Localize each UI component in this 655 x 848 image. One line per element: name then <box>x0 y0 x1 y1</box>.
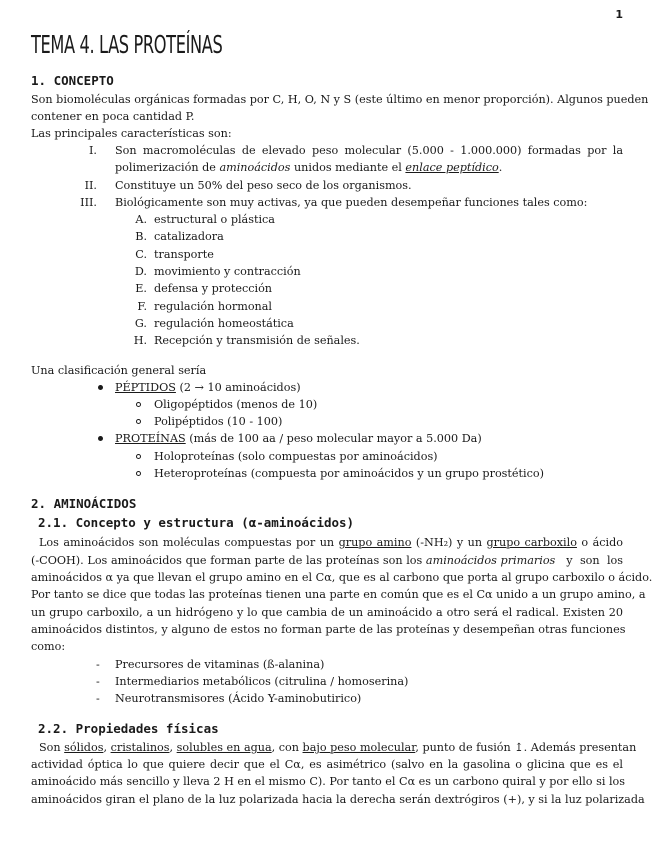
list-marker: III. <box>80 196 97 209</box>
paragraph-line: Por tanto se dice que todas las proteínas tienen una parte en común que es el Cα unido a un grupo amino, a <box>31 588 646 601</box>
list-item-text: Constituye un 50% del peso seco de los organismos. <box>115 179 412 192</box>
list-item-text: estructural o plástica <box>154 213 275 226</box>
paragraph-line: Los aminoácidos son moléculas compuestas por un grupo amino (-NH₂) y un grupo carboxilo o ácido <box>39 536 623 549</box>
dash-item: Neurotransmisores (Ácido Y-aminobutirico) <box>115 692 362 705</box>
sub-bullet-item: Oligopéptidos (menos de 10) <box>154 398 318 411</box>
paragraph-line: (-COOH). Los aminoácidos que forman parte de las proteínas son los aminoácidos primarios y son los <box>31 554 623 567</box>
list-item-text: Biológicamente son muy activas, ya que pueden desempeñar funciones tales como: <box>115 196 588 209</box>
subsection-heading: 2.2. Propiedades físicas <box>38 721 219 736</box>
list-marker: A. <box>135 213 147 226</box>
paragraph-line: Las principales características son: <box>31 127 232 140</box>
dash-item: Precursores de vitaminas (ß-alanina) <box>115 658 325 671</box>
page-title: TEMA 4. LAS PROTEÍNAS <box>31 30 223 59</box>
bullet-item: PÉPTIDOS (2 → 10 aminoácidos) <box>115 381 301 394</box>
section-heading-aminoacidos: 2. AMINOÁCIDOS <box>31 496 137 511</box>
bullet-icon <box>98 385 103 390</box>
list-item-text: defensa y protección <box>154 282 273 295</box>
sub-bullet-item: Holoproteínas (solo compuestas por aminoácidos) <box>154 450 438 463</box>
list-item-text: regulación homeostática <box>154 317 294 330</box>
paragraph-line: aminoácido más sencillo y lleva 2 H en el mismo C). Por tanto el Cα es un carbono quiral y por ello si los <box>31 775 626 788</box>
list-item-text: transporte <box>154 248 214 261</box>
sub-bullet-icon <box>136 471 141 476</box>
dash-marker: - <box>96 658 100 671</box>
paragraph-line: como: <box>31 640 66 653</box>
dash-item: Intermediarios metabólicos (citrulina / homoserina) <box>115 675 409 688</box>
sub-bullet-icon <box>136 402 141 407</box>
list-item-text: Recepción y transmisión de señales. <box>154 334 360 347</box>
page-number: 1 <box>615 8 623 21</box>
dash-marker: - <box>96 675 100 688</box>
sub-bullet-icon <box>136 454 141 459</box>
sub-bullet-item: Polipéptidos (10 - 100) <box>154 415 283 428</box>
paragraph-line: aminoácidos giran el plano de la luz polarizada hacia la derecha serán dextrógiros (+), y si la luz polarizada <box>31 793 645 806</box>
bullet-icon <box>98 436 103 441</box>
paragraph-line: Una clasificación general sería <box>31 364 207 377</box>
term-enlace-peptidico: enlace peptídico <box>405 161 499 174</box>
list-marker: F. <box>137 300 147 313</box>
list-item-text: polimerización de aminoácidos unidos mediante el enlace peptídico. <box>115 161 503 174</box>
list-item-text: Son macromoléculas de elevado peso molecular (5.000 - 1.000.000) formadas por la <box>115 144 623 157</box>
list-marker: H. <box>133 334 147 347</box>
subsection-heading: 2.1. Concepto y estructura (α-aminoácidos) <box>38 515 355 530</box>
paragraph-line: actividad óptica lo que quiere decir que el Cα, es asimétrico (salvo en la gasolina o glicina que es el <box>31 758 623 771</box>
paragraph-line: contener en poca cantidad P. <box>31 110 195 123</box>
list-marker: II. <box>84 179 97 192</box>
list-marker: B. <box>135 230 147 243</box>
list-item-text: regulación hormonal <box>154 300 273 313</box>
paragraph-line: Son biomoléculas orgánicas formadas por C, H, O, N y S (este último en menor proporción). Algunos pueden <box>31 93 649 106</box>
paragraph-line: aminoácidos α ya que llevan el grupo amino en el Cα, que es al carbono que porta al grupo carboxilo o ácido. <box>31 571 653 584</box>
list-marker: D. <box>134 265 147 278</box>
list-marker: C. <box>135 248 147 261</box>
section-heading-concepto: 1. CONCEPTO <box>31 73 114 88</box>
sub-bullet-item: Heteroproteínas (compuesta por aminoácidos y un grupo prostético) <box>154 467 544 480</box>
list-item-text: catalizadora <box>154 230 224 243</box>
paragraph-line: aminoácidos distintos, y alguno de estos no forman parte de las proteínas y desempeñan otras funciones <box>31 623 626 636</box>
paragraph-line: un grupo carboxilo, a un hidrógeno y lo que cambia de un aminoácido a otro será el radical. Existen 20 <box>31 606 623 619</box>
list-item-text: movimiento y contracción <box>154 265 301 278</box>
list-marker: G. <box>134 317 147 330</box>
dash-marker: - <box>96 692 100 705</box>
paragraph-line: Son sólidos, cristalinos, solubles en agua, con bajo peso molecular, punto de fusión ↥. Además presentan <box>39 741 637 754</box>
sub-bullet-icon <box>136 419 141 424</box>
list-marker: I. <box>89 144 97 157</box>
bullet-item: PROTEÍNAS (más de 100 aa / peso molecular mayor a 5.000 Da) <box>115 432 482 445</box>
list-marker: E. <box>135 282 147 295</box>
